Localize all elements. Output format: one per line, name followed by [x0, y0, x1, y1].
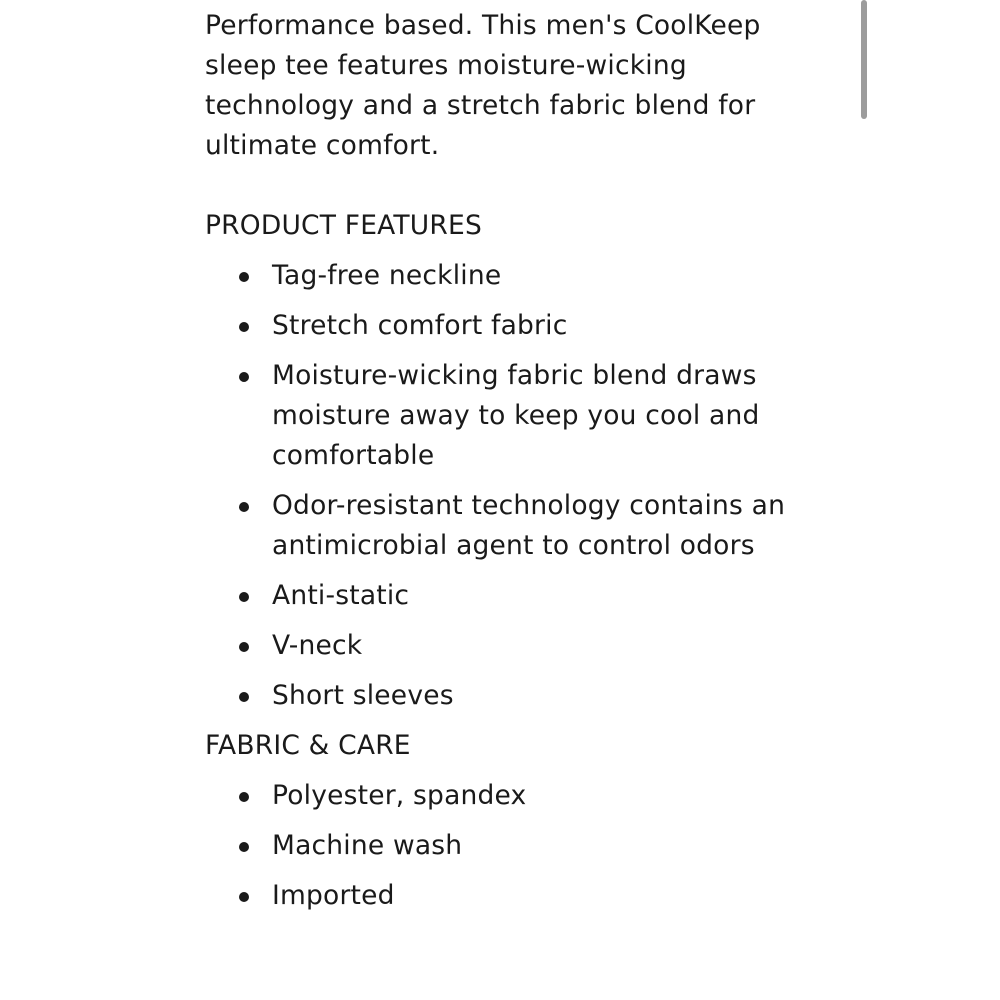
list-item: Anti-static: [205, 576, 805, 616]
fabric-care-heading: FABRIC & CARE: [205, 730, 411, 761]
fabric-care-list: [205, 776, 805, 916]
scrollbar-thumb[interactable]: [861, 0, 867, 119]
product-features-list: [205, 256, 805, 716]
list-item: Odor-resistant technology contains an antimicrobial agent to control odors: [205, 486, 805, 566]
product-description: Performance based. This men's CoolKeep sleep tee features moisture-wicking technology and a stretch fabric blend for ultimate comfort.: [205, 10, 761, 161]
list-item: Short sleeves: [205, 676, 805, 716]
list-item: Polyester, spandex: [205, 776, 805, 816]
product-description-panel: [205, 6, 805, 926]
list-item: Machine wash: [205, 826, 805, 866]
list-item: Stretch comfort fabric: [205, 306, 805, 346]
list-item: Moisture-wicking fabric blend draws moisture away to keep you cool and comfortable: [205, 356, 805, 476]
product-features-heading: PRODUCT FEATURES: [205, 210, 482, 241]
list-item: Imported: [205, 876, 805, 916]
list-item: Tag-free neckline: [205, 256, 805, 296]
list-item: V-neck: [205, 626, 805, 666]
